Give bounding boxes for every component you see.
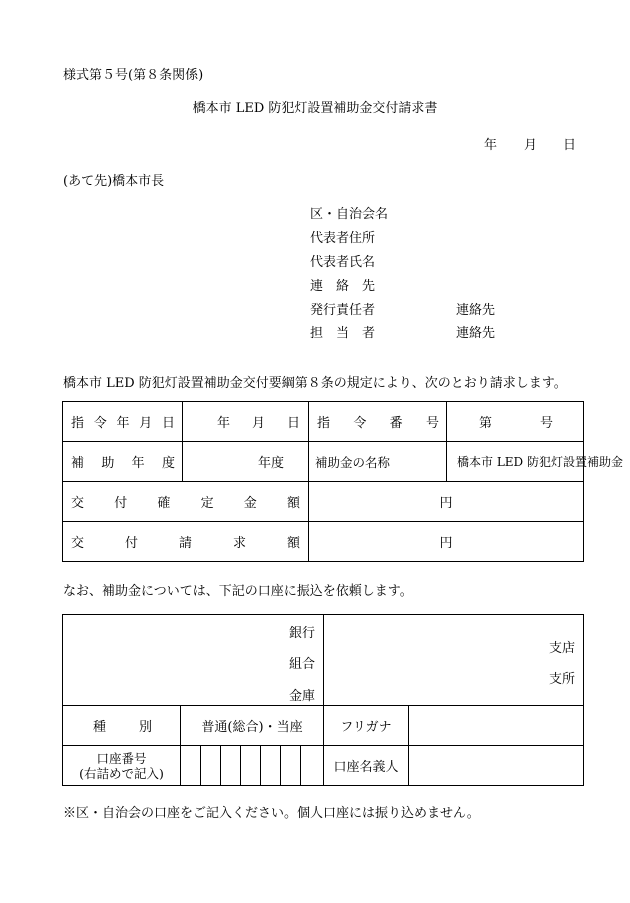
account-number-label: 口座番号 (右詰めで記入) <box>63 746 181 786</box>
issuer-label: 発行責任者 <box>310 303 376 318</box>
subsidy-name-value: 橋本市 LED 防犯灯設置補助金 <box>447 442 584 482</box>
account-type-label: 種 別 <box>63 706 181 746</box>
directive-number-field[interactable]: 第 号 <box>447 402 584 442</box>
account-digit-box[interactable] <box>281 746 301 786</box>
furigana-label: フリガナ <box>324 706 409 746</box>
branch-type-office: 支所 <box>548 672 575 687</box>
subsidy-year-label: 補 助 年 度 <box>63 442 183 482</box>
bank-name-field[interactable] <box>63 615 324 706</box>
directive-date-label: 指 令 年 月 日 <box>63 402 183 442</box>
bank-type-vault: 金庫 <box>288 689 315 704</box>
confirmed-amount-field[interactable]: 円 <box>309 482 584 522</box>
request-statement: 橋本市 LED 防犯灯設置補助金交付要綱第８条の規定により、次のとおり請求します。 <box>63 376 567 391</box>
account-digit-box[interactable] <box>301 746 324 786</box>
request-table <box>62 401 623 562</box>
directive-number-label: 指 令 番 号 <box>309 402 447 442</box>
form-number: 様式第５号(第８条関係) <box>63 68 204 83</box>
bank-type-union: 組合 <box>288 657 315 672</box>
transfer-note: なお、補助金については、下記の口座に振込を依頼します。 <box>63 584 413 599</box>
account-holder-label: 口座名義人 <box>324 746 409 786</box>
footnote: ※区・自治会の口座をご記入ください。個人口座には振り込めません。 <box>63 806 480 821</box>
account-digit-box[interactable] <box>181 746 201 786</box>
confirmed-amount-label: 交 付 確 定 金 額 <box>63 482 309 522</box>
document-title: 橋本市 LED 防犯灯設置補助金交付請求書 <box>192 101 438 116</box>
applicant-address-label: 代表者住所 <box>310 231 376 246</box>
account-type-options[interactable]: 普通(総合)・当座 <box>181 706 324 746</box>
issuer-contact-label: 連絡先 <box>456 303 496 318</box>
date-month: 月 <box>524 138 538 153</box>
directive-date-field[interactable]: 年 月 日 <box>183 402 309 442</box>
account-digit-box[interactable] <box>261 746 281 786</box>
subsidy-year-field[interactable]: 年度 <box>183 442 309 482</box>
account-digit-box[interactable] <box>221 746 241 786</box>
date-year: 年 <box>484 138 498 153</box>
applicant-name-label: 代表者氏名 <box>310 255 376 270</box>
person-in-charge-contact-label: 連絡先 <box>456 326 496 341</box>
furigana-field[interactable] <box>409 706 584 746</box>
account-digit-box[interactable] <box>201 746 221 786</box>
request-amount-label: 交 付 請 求 額 <box>63 522 309 562</box>
account-digit-box[interactable] <box>241 746 261 786</box>
applicant-contact-label: 連 絡 先 <box>310 279 376 294</box>
bank-type-bank: 銀行 <box>288 626 315 641</box>
date-day: 日 <box>563 138 577 153</box>
bank-table <box>62 614 584 786</box>
person-in-charge-label: 担 当 者 <box>310 326 376 341</box>
branch-type-branch: 支店 <box>548 641 575 656</box>
branch-name-field[interactable] <box>324 615 584 706</box>
account-holder-field[interactable] <box>409 746 584 786</box>
applicant-org-label: 区・自治会名 <box>310 207 389 222</box>
subsidy-name-label: 補助金の名称 <box>309 442 447 482</box>
addressee: (あて先)橋本市長 <box>63 174 165 189</box>
request-amount-field[interactable]: 円 <box>309 522 584 562</box>
